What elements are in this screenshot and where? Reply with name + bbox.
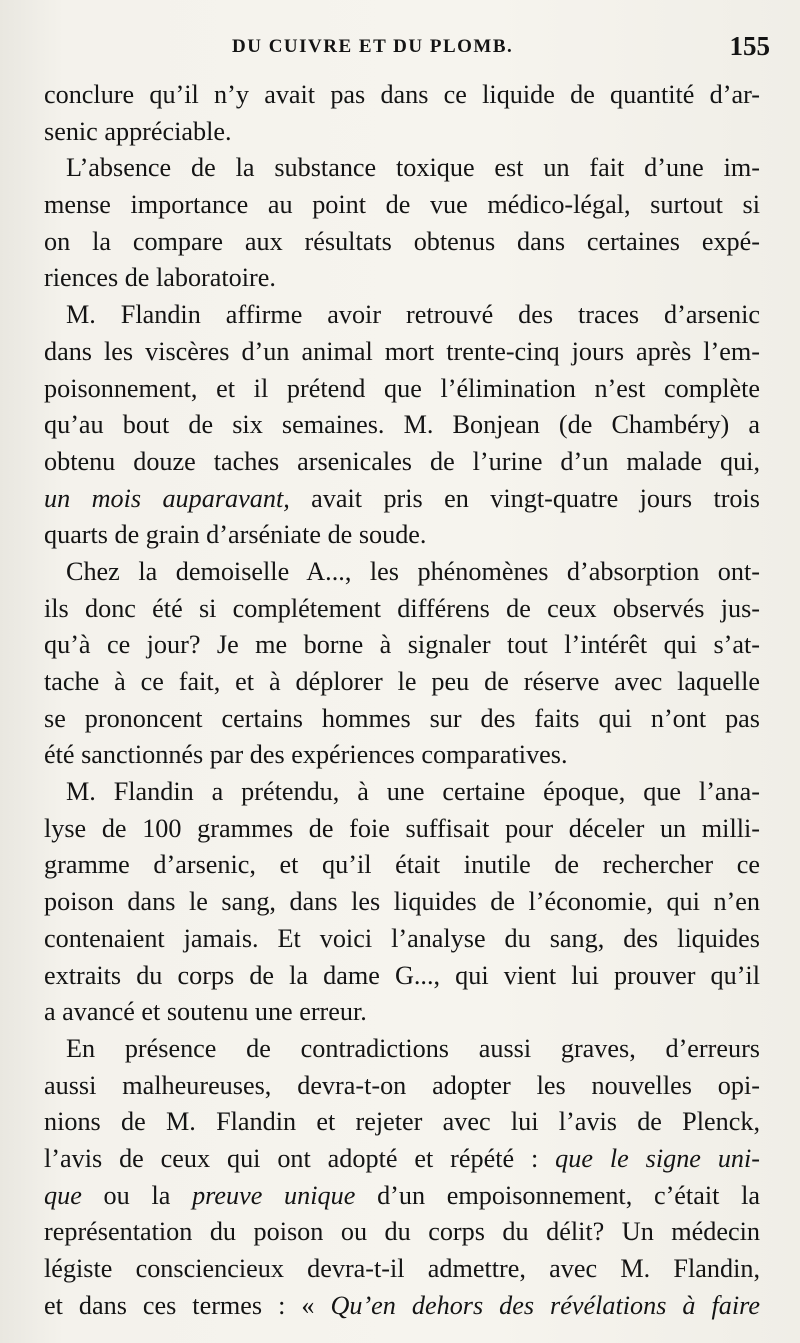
text-line: été sanctionnés par des expériences comparatives. [44, 740, 568, 770]
text-line: mense importance au point de vue médico-légal, surtout si [44, 190, 760, 220]
running-title: DU CUIVRE ET DU PLOMB. [232, 36, 514, 57]
body-text [44, 77, 760, 1324]
text-line: que ou la preuve unique d’un empoisonnement, c’était la [44, 1180, 760, 1210]
text-line: se prononcent certains hommes sur des faits qui n’ont pas [44, 703, 760, 733]
text-line: l’avis de ceux qui ont adopté et répété : que le signe uni- [44, 1143, 760, 1173]
text-line: lyse de 100 grammes de foie suffisait pour déceler un milli- [44, 813, 760, 843]
text-line: riences de laboratoire. [44, 263, 276, 293]
text-line: qu’à ce jour? Je me borne à signaler tout l’intérêt qui s’at- [44, 630, 760, 660]
page-number: 155 [729, 31, 770, 61]
text-line: un mois auparavant, avait pris en vingt-quatre jours trois [44, 483, 760, 513]
text-line: gramme d’arsenic, et qu’il était inutile de rechercher ce [44, 850, 760, 880]
text-line: extraits du corps de la dame G..., qui vient lui prouver qu’il [44, 960, 760, 990]
text-line: conclure qu’il n’y avait pas dans ce liquide de quantité d’ar- [44, 80, 760, 109]
text-line: ils donc été si complétement différens de ceux observés jus- [44, 593, 760, 623]
text-line: M. Flandin affirme avoir retrouvé des traces d’arsenic [66, 300, 760, 330]
text-line: contenaient jamais. Et voici l’analyse du sang, des liquides [44, 923, 760, 953]
text-line: quarts de grain d’arséniate de soude. [44, 520, 427, 550]
text-line: dans les viscères d’un animal mort trente-cinq jours après l’em- [44, 336, 760, 366]
text-line: on la compare aux résultats obtenus dans certaines expé- [44, 226, 760, 256]
text-line: tache à ce fait, et à déplorer le peu de réserve avec laquelle [44, 667, 760, 696]
text-line: qu’au bout de six semaines. M. Bonjean (de Chambéry) a [44, 410, 760, 440]
text-line: senic appréciable. [44, 116, 232, 146]
text-line: poison dans le sang, dans les liquides de l’économie, qui n’en [44, 887, 760, 917]
page-header [0, 30, 800, 70]
text-line: a avancé et soutenu une erreur. [44, 997, 367, 1027]
text-line: et dans ces termes : « Qu’en dehors des révélations à faire [44, 1290, 760, 1320]
text-line: poisonnement, et il prétend que l’élimination n’est complète [44, 373, 760, 403]
text-line: obtenu douze taches arsenicales de l’urine d’un malade qui, [44, 446, 760, 476]
text-line: représentation du poison ou du corps du délit? Un médecin [44, 1217, 760, 1247]
text-line: aussi malheureuses, devra-t-on adopter les nouvelles opi- [44, 1070, 760, 1100]
text-line: En présence de contradictions aussi graves, d’erreurs [66, 1033, 760, 1063]
text-line: L’absence de la substance toxique est un fait d’une im- [66, 153, 760, 183]
text-line: légiste consciencieux devra-t-il admettre, avec M. Flandin, [44, 1254, 760, 1283]
text-line: M. Flandin a prétendu, à une certaine époque, que l’ana- [66, 777, 760, 807]
text-line: Chez la demoiselle A..., les phénomènes d’absorption ont- [66, 556, 760, 586]
text-line: nions de M. Flandin et rejeter avec lui l’avis de Plenck, [44, 1107, 760, 1137]
